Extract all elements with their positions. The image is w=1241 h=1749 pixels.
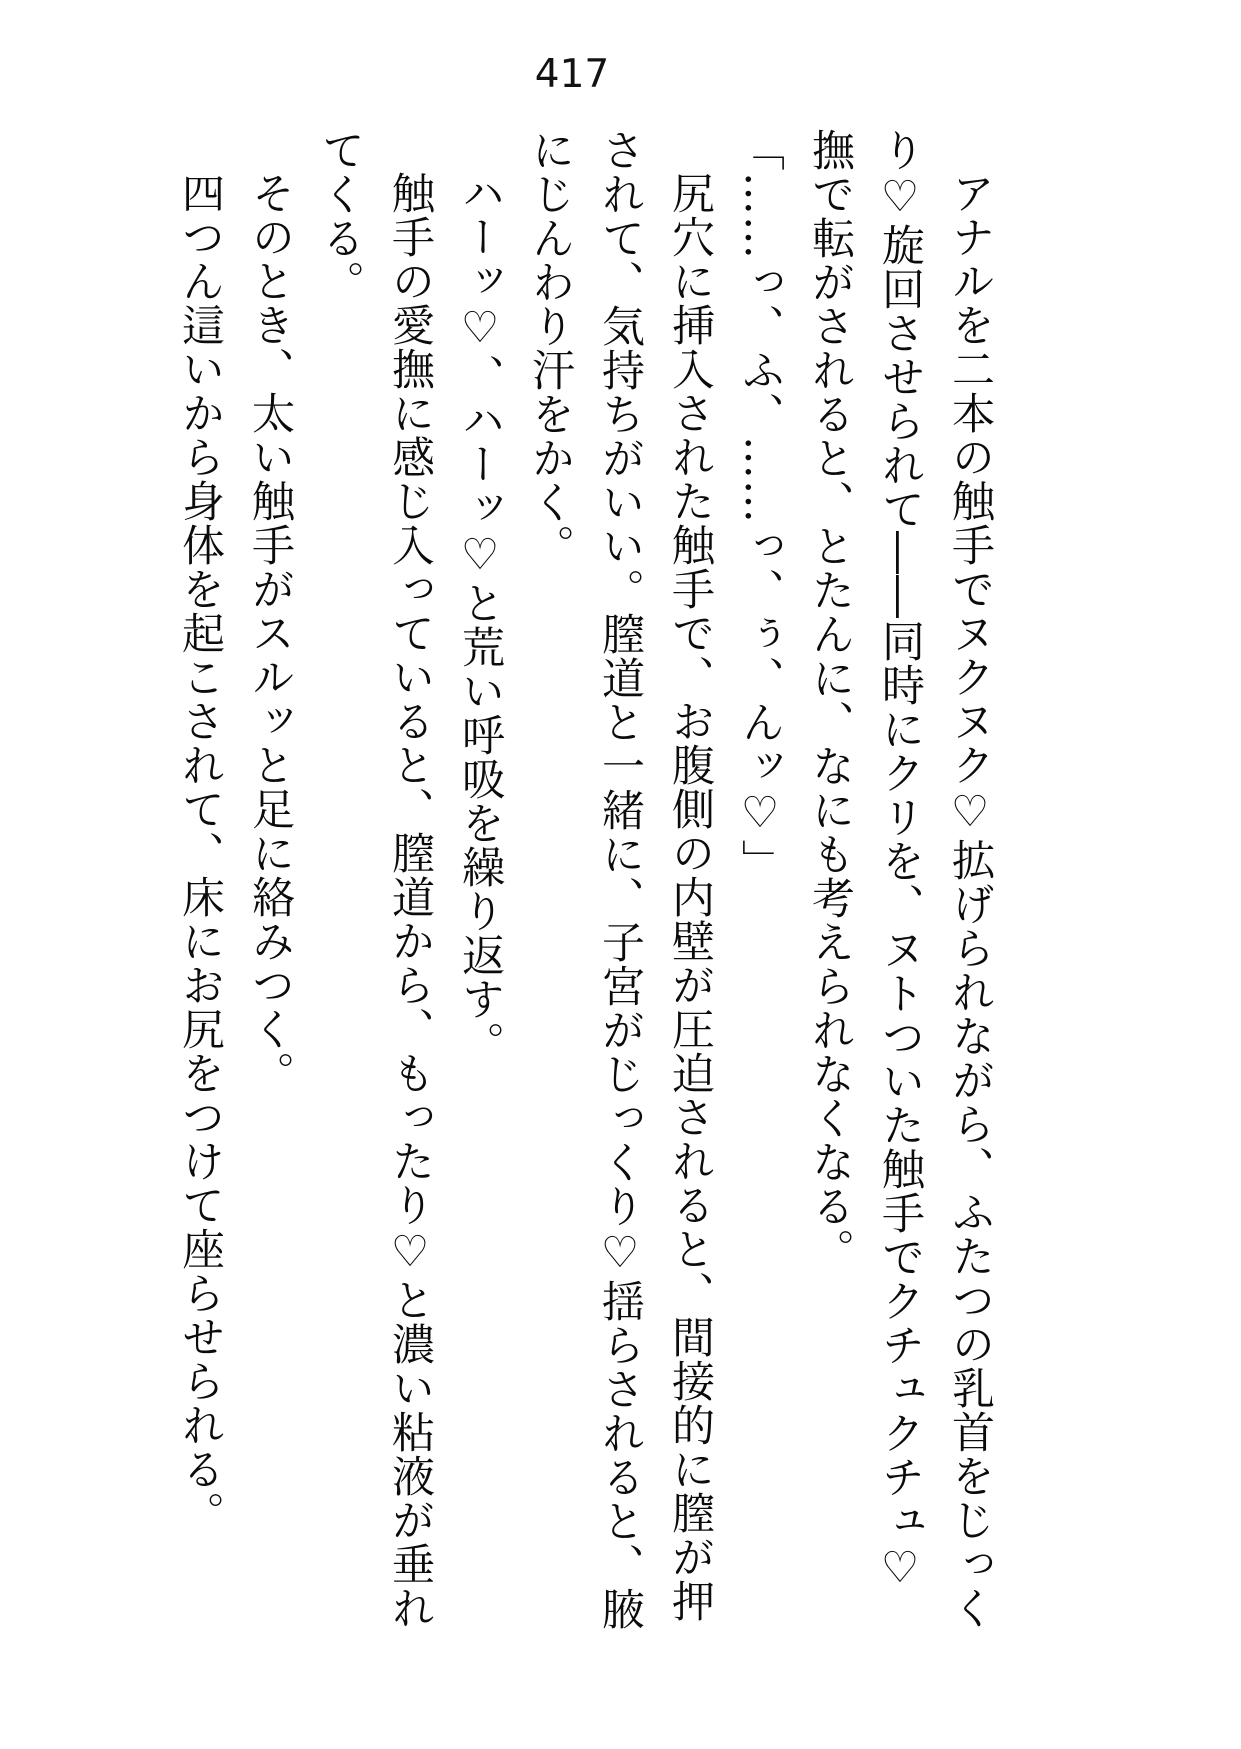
- paragraph: 尻穴に挿入された触手で、お腹側の内壁が圧迫されると、間接的に膣が押されて、気持ちがいい。膣道と一緒に、子宮がじっくり♡揺らされると、腋にじんわり汗をかく。: [525, 128, 715, 1631]
- paragraph: 四つん這いから身体を起こされて、床にお尻をつけて座らせられる。: [175, 171, 225, 1535]
- paragraph: 触手の愛撫に感じ入っていると、膣道から、もったり♡と濃い粘液が垂れてくる。: [315, 128, 435, 1630]
- paragraph: そのとき、太い触手がスルッと足に絡みつく。: [245, 171, 295, 1095]
- page-number: 417: [534, 52, 610, 97]
- text-block: [165, 128, 1005, 1633]
- paragraph: アナルを二本の触手でヌクヌク♡拡げられながら、ふたつの乳首をじっくり♡旋回させられて――同時にクリを、ヌトついた触手でクチュクチュ♡撫で転がされると、とたんに、なにも考えられなくなる。: [805, 128, 995, 1630]
- paragraph: 「……っ、ふ、……っ、ぅ、んッ♡」: [735, 128, 785, 883]
- paragraph: ハーッ♡、ハーッ♡と荒い呼吸を繰り返す。: [455, 171, 505, 1065]
